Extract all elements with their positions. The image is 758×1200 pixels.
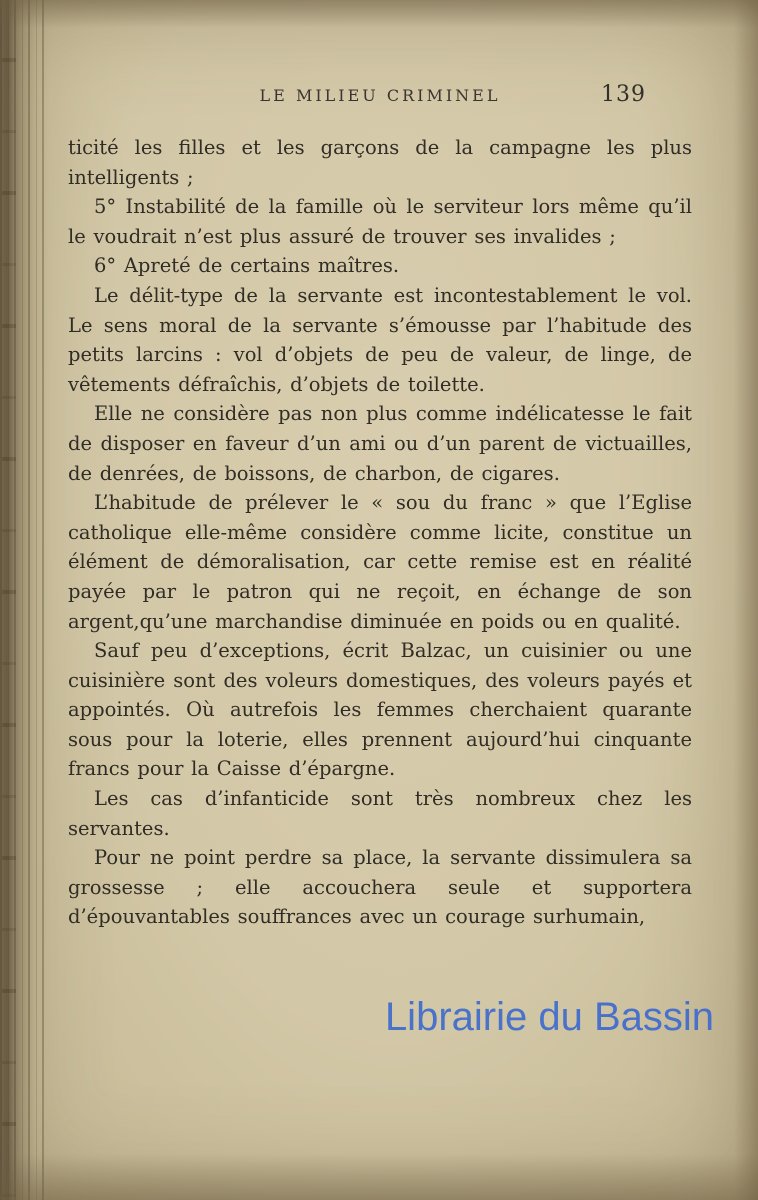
watermark: Librairie du Bassin bbox=[384, 995, 714, 1039]
running-title: LE MILIEU CRIMINEL bbox=[259, 86, 501, 105]
paragraph: Pour ne point perdre sa place, la servante dissimulera sa grossesse ; elle accouchera seule et supportera d’épouvantables souffrances avec un courage surhumain, bbox=[68, 846, 692, 929]
photo-top-edge bbox=[0, 0, 758, 28]
paragraph: L’habitude de prélever le « sou du franc » que l’Eglise catholique elle-même considère comme licite, constitue un élément de démoralisation, car cette remise est en réalité payée par le patron qui ne reçoit, en échange de son argent,qu’une marchandise diminuée en poids ou en qualité. bbox=[68, 491, 692, 633]
paragraph: Elle ne considère pas non plus comme indélicatesse le fait de disposer en faveur d’un ami ou d’un parent de victuailles, de denrées, de boissons, de charbon, de cigares. bbox=[68, 402, 692, 485]
page-block-edge-marks bbox=[2, 0, 16, 1200]
page-header bbox=[68, 82, 692, 107]
photo-bottom-edge bbox=[0, 1154, 758, 1200]
paragraph: 5° Instabilité de la famille où le serviteur lors même qu’il le voudrait n’est plus assuré de trouver ses invalides ; bbox=[68, 195, 692, 248]
photo-right-edge bbox=[734, 0, 758, 1200]
paragraph: Les cas d’infanticide sont très nombreux chez les servantes. bbox=[68, 787, 692, 840]
page-number: 139 bbox=[601, 82, 646, 107]
paragraph: ticité les filles et les garçons de la campagne les plus intelligents ; bbox=[68, 136, 692, 189]
paragraph: Le délit-type de la servante est incontestablement le vol. Le sens moral de la servante s’émousse par l’habitude des petits larcins : vol d’objets de peu de valeur, de linge, de vêtements défraîchis, d’objets de toilette. bbox=[68, 283, 692, 396]
page-body bbox=[68, 133, 692, 932]
paragraph: Sauf peu d’exceptions, écrit Balzac, un cuisinier ou une cuisinière sont des voleurs domestiques, des voleurs payés et appointés. Où autrefois les femmes cherchaient quarante sous pour la loterie, elles prennent aujourd’hui cinquante francs pour la Caisse d’épargne. bbox=[68, 639, 692, 781]
paragraph: 6° Apreté de certains maîtres. bbox=[94, 254, 400, 278]
